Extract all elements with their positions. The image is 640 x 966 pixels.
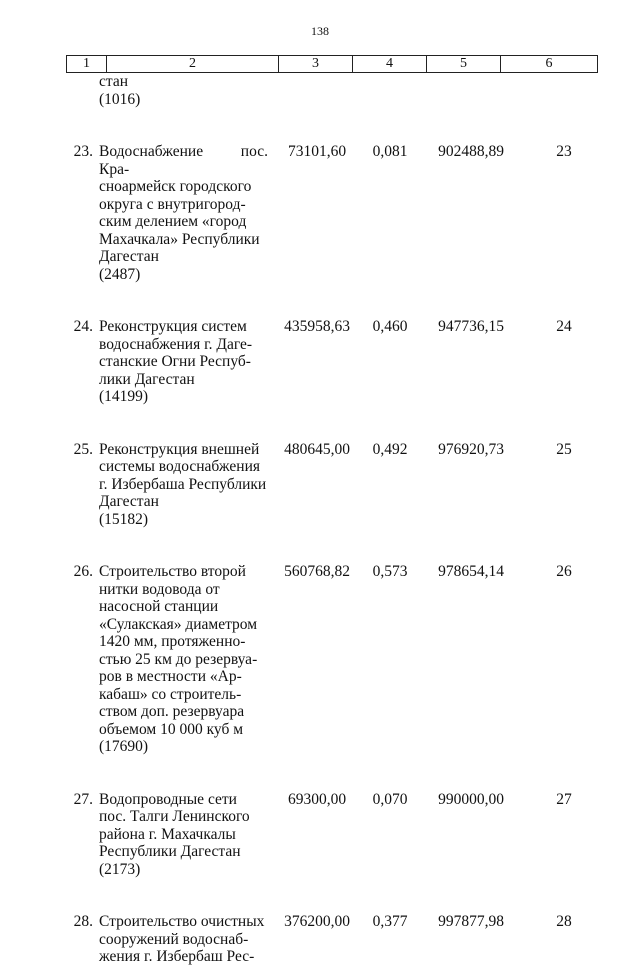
table-row <box>66 318 600 406</box>
column-header-1: 1 <box>67 56 107 73</box>
page-number: 138 <box>311 24 329 38</box>
cell-col5: 902488,89 <box>438 143 504 160</box>
cell-col5: 978654,14 <box>438 563 504 580</box>
cell-col3: 480645,00 <box>284 440 350 458</box>
object-code: (2173) <box>99 860 141 878</box>
object-code: (2487) <box>99 265 141 283</box>
cell-col4: 0,070 <box>372 790 408 808</box>
row-number: 27. <box>73 790 93 808</box>
cell-col5: 990000,00 <box>438 790 504 808</box>
table-row <box>66 563 600 756</box>
table-body <box>66 73 600 966</box>
column-header-4: 4 <box>353 56 427 73</box>
column-header-6: 6 <box>501 56 598 73</box>
object-code: (15182) <box>99 510 149 528</box>
cell-col6: 25 <box>556 440 572 458</box>
object-name: Строительство очистных сооружений водоснаб- жения г. Избербаш Рес- <box>99 913 265 965</box>
column-header-2: 2 <box>107 56 279 73</box>
object-code: (14199) <box>99 388 149 405</box>
cell-col4: 0,492 <box>372 440 408 458</box>
cell-col6: 26 <box>556 563 572 580</box>
cell-col6: 28 <box>556 913 572 930</box>
cell-col5: 947736,15 <box>438 318 504 335</box>
cell-col4: 0,573 <box>372 563 408 580</box>
cell-col4: 0,460 <box>372 318 408 335</box>
row-number: 28. <box>73 913 93 930</box>
cell-col3: 435958,63 <box>284 318 350 335</box>
row-number: 24. <box>73 318 93 335</box>
object-name: Строительство второй нитки водовода от насосной станции «Сулакская» диаметром 1420 мм, протяженно- стью 25 км до резервуа- ров в местности «Ар- кабаш» со строитель- ством доп. резервуара объемом 10 000 куб м (17690) <box>99 563 268 756</box>
table-row <box>66 143 600 283</box>
cell-col6: 23 <box>556 143 572 160</box>
cell-col5: 976920,73 <box>438 440 504 458</box>
table-row <box>66 791 600 879</box>
continuation-row <box>66 73 600 108</box>
continuation-text: стан (1016) <box>99 73 141 108</box>
object-name: Водопроводные сети пос. Талги Ленинского района г. Махачкалы Республики Дагестан (2173) <box>99 791 268 879</box>
object-name: Реконструкция систем водоснабжения г. Даге- станские Огни Респуб- лики Дагестан (14199) <box>99 318 268 406</box>
cell-col3: 73101,60 <box>287 143 347 160</box>
column-header-3: 3 <box>279 56 353 73</box>
table-header <box>66 55 598 73</box>
object-name: Водоснабжение пос. Кра- сноармейск городского округа с внутригород- ским делением «город Махачкала» Республики Дагестан (2487) <box>99 143 268 283</box>
cell-col5: 997877,98 <box>438 913 504 930</box>
cell-col3: 69300,00 <box>287 790 347 808</box>
cell-col4: 0,377 <box>372 913 408 930</box>
row-number: 23. <box>73 143 93 160</box>
column-header-5: 5 <box>427 56 501 73</box>
cell-col4: 0,081 <box>372 143 408 160</box>
cell-col6: 24 <box>556 318 572 335</box>
cell-col6: 27 <box>556 790 572 808</box>
object-code: (17690) <box>99 738 149 755</box>
cell-col3: 376200,00 <box>284 913 350 930</box>
table-row <box>66 441 600 529</box>
object-name: Реконструкция внешней системы водоснабжения г. Избербаша Республики Дагестан (15182) <box>99 440 267 528</box>
table-row <box>66 913 600 966</box>
cell-col3: 560768,82 <box>284 563 350 580</box>
row-number: 26. <box>73 563 93 580</box>
row-number: 25. <box>73 440 93 458</box>
